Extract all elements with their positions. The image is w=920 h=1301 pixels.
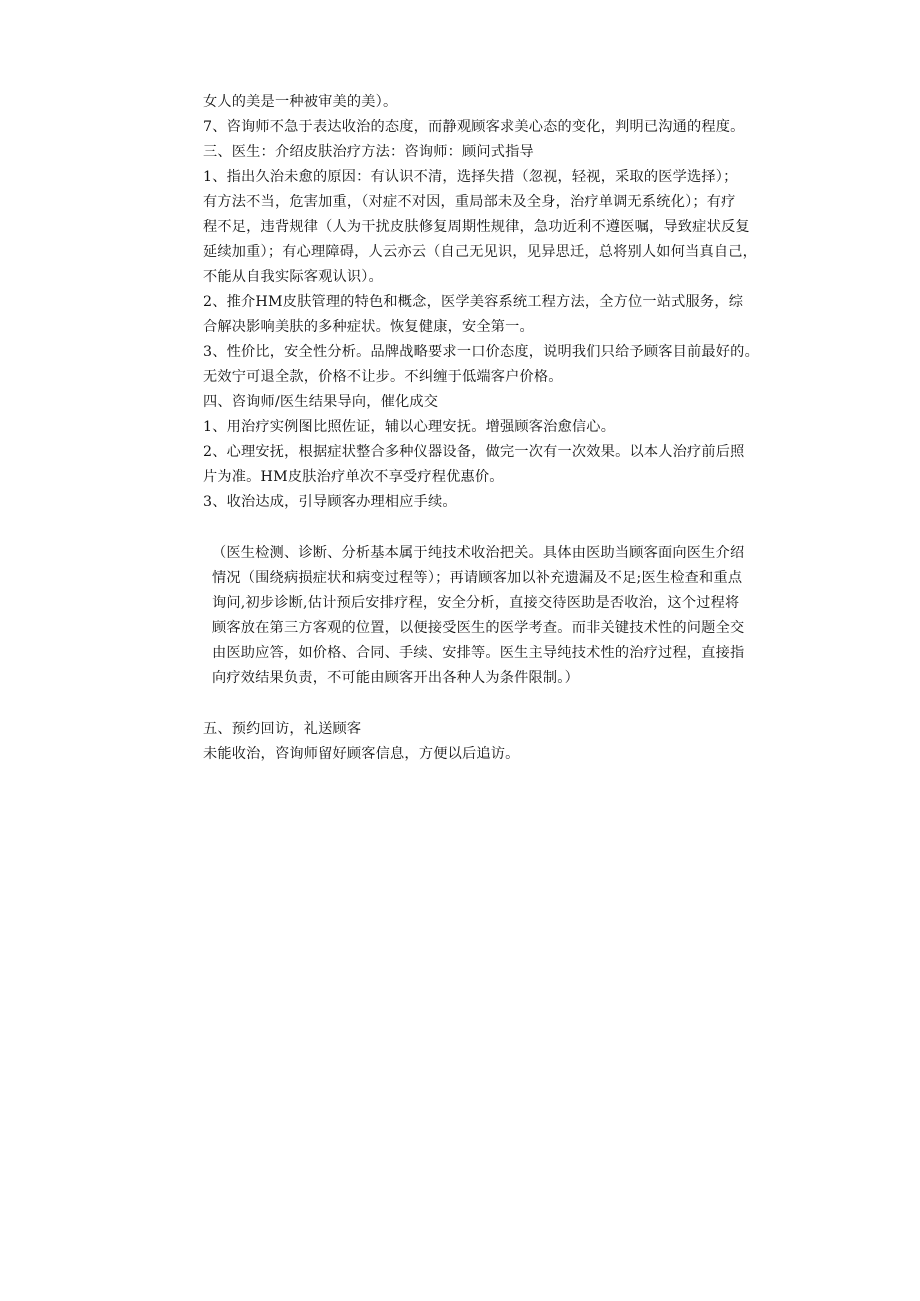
note-line: 情况（围绕病损症状和病变过程等）；再请顾客加以补充遗漏及不足;医生检查和重点 bbox=[212, 570, 743, 586]
text-line: 2、心理安抚，根据症状整合多种仪器设备，做完一次有一次效果。以本人治疗前后照 bbox=[203, 444, 745, 460]
text-line: 1、用治疗实例图比照佐证，辅以心理安抚。增强顾客治愈信心。 bbox=[203, 419, 616, 435]
note-line: 由医助应答，如价格、合同、手续、安排等。医生主导纯技术性的治疗过程，直接指 bbox=[212, 645, 745, 661]
note-line: 询问,初步诊断,估计预后安排疗程，安全分析，直接交待医助是否收治，这个过程将 bbox=[212, 595, 740, 611]
text-line: 合解决影响美肤的多种症状。恢复健康，安全第一。 bbox=[203, 319, 534, 335]
note-line: （医生检测、诊断、分析基本属于纯技术收治把关。具体由医助当顾客面向医生介绍 bbox=[212, 545, 745, 561]
note-line: 顾客放在第三方客观的位置，以便接受医生的医学考查。而非关键技术性的问题全交 bbox=[212, 620, 745, 636]
text-line: 3、收治达成，引导顾客办理相应手续。 bbox=[203, 494, 457, 510]
text-line: 不能从自我实际客观认识）。 bbox=[203, 269, 383, 285]
text-line: 未能收治，咨询师留好顾客信息，方便以后追访。 bbox=[203, 746, 520, 762]
section-heading: 三、医生：介绍皮肤治疗方法：咨询师：顾问式指导 bbox=[203, 144, 534, 160]
note-line: 向疗效结果负责，不可能由顾客开出各种人为条件限制。） bbox=[212, 670, 579, 686]
section-heading: 四、咨询师/医生结果导向，催化成交 bbox=[203, 394, 439, 410]
text-line: 3、性价比，安全性分析。品牌战略要求一口价态度，说明我们只给予顾客目前最好的。 bbox=[203, 344, 759, 360]
text-line: 有方法不当，危害加重，（对症不对因，重局部未及全身，治疗单调无系统化）；有疗 bbox=[203, 194, 736, 210]
text-line: 1、指出久治未愈的原因：有认识不清，选择失措（忽视，轻视，采取的医学选择）； bbox=[203, 169, 738, 185]
section-heading: 五、预约回访，礼送顾客 bbox=[203, 721, 362, 737]
text-line: 2、推介HM皮肤管理的特色和概念，医学美容系统工程方法，全方位一站式服务，综 bbox=[203, 294, 744, 310]
text-line: 无效宁可退全款，价格不让步。不纠缠于低端客户价格。 bbox=[203, 369, 563, 385]
text-line: 7、咨询师不急于表达收治的态度，而静观顾客求美心态的变化，判明已沟通的程度。 bbox=[203, 119, 745, 135]
text-line: 女人的美是一种被审美的美）。 bbox=[203, 94, 398, 110]
text-line: 片为准。HM皮肤治疗单次不享受疗程优惠价。 bbox=[203, 469, 504, 485]
text-line: 延续加重）；有心理障碍，人云亦云（自己无见识，见异思迁，总将别人如何当真自己， bbox=[203, 244, 758, 260]
text-line: 程不足，违背规律（人为干扰皮肤修复周期性规律，急功近利不遵医嘱，导致症状反复 bbox=[203, 219, 750, 235]
